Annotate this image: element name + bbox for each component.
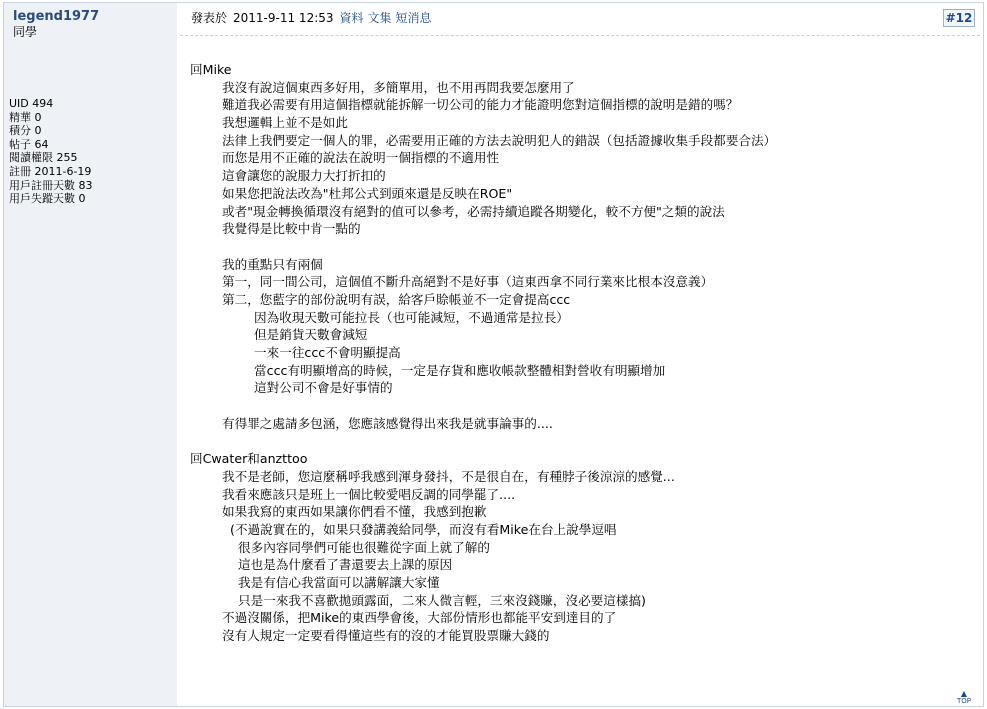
post-line: 我沒有說這個東西多好用，多簡單用，也不用再問我要怎麼用了 xyxy=(190,79,575,95)
post-line: 第一，同一間公司，這個值不斷升高絕對不是好事（這東西拿不同行業來比根本沒意義） xyxy=(190,274,714,290)
stat-register-days: 用戶註冊天數 83 xyxy=(9,178,93,192)
post-line: 有得罪之處請多包涵，您應該感覺得出來我是就事論事的.... xyxy=(190,415,553,431)
post-line: 回Mike xyxy=(190,62,232,77)
back-to-top-link[interactable] xyxy=(957,690,971,705)
post-line: 我的重點只有兩個 xyxy=(190,256,323,272)
post-line: 這也是為什麼看了書還要去上課的原因 xyxy=(190,557,453,573)
post-line: 我看來應該只是班上一個比較愛唱反調的同學罷了.... xyxy=(190,486,516,502)
stat-posts: 帖子 64 xyxy=(9,137,49,151)
stat-points: 積分 0 xyxy=(9,124,42,138)
post-line: 這對公司不會是好事情的 xyxy=(190,380,393,396)
stat-read-permission: 閱讀權限 255 xyxy=(9,151,78,165)
post-line: 如果您把說法改為"杜邦公式到頭來還是反映在ROE" xyxy=(190,185,513,201)
post-line: 第二，您藍字的部份說明有誤，給客戶賒帳並不一定會提高ccc xyxy=(190,291,571,307)
post-line: 我不是老師，您這麼稱呼我感到渾身發抖，不是很自在，有種脖子後涼涼的感覺... xyxy=(190,468,675,484)
post-line: 回Cwater和anzttoo xyxy=(190,451,308,467)
author-group: 同學 xyxy=(13,25,38,39)
post-line: 因為收現天數可能拉長（也可能減短，不過通常是拉長） xyxy=(190,309,569,325)
post-line xyxy=(190,397,960,415)
author-name-link[interactable]: legend1977 xyxy=(13,9,100,24)
stat-register-date: 註冊 2011-6-19 xyxy=(9,164,92,178)
post-line: 我是有信心我當面可以講解讓大家懂 xyxy=(190,574,440,590)
post-line: 當ccc有明顯增高的時候，一定是存貨和應收帳款整體相對營收有明顯增加 xyxy=(190,362,666,378)
post-line: 法律上我們要定一個人的罪，必需要用正確的方法去說明犯人的錯誤（包括證據收集手段都要合法） xyxy=(190,132,777,148)
post-meta xyxy=(191,9,432,26)
post-line: 這會讓您的說服力大打折扣的 xyxy=(190,168,386,184)
post-line: 我想邏輯上並不是如此 xyxy=(190,115,348,131)
message-link[interactable]: 短消息 xyxy=(395,11,432,25)
profile-link[interactable]: 資料 xyxy=(339,11,364,25)
post-line: 不過沒關係，把Mike的東西學會後，大部份情形也都能平安到達目的了 xyxy=(190,610,617,626)
post-line xyxy=(190,432,960,450)
post-line: 或者"現金轉換循環沒有絕對的值可以參考，必需持續追蹤各期變化，較不方便"之類的說法 xyxy=(190,203,725,219)
post-line: 但是銷貨天數會減短 xyxy=(190,327,368,343)
post-content xyxy=(190,61,960,645)
top-label: TOP xyxy=(957,697,972,705)
post-line: 如果我寫的東西如果讓你們看不懂，我感到抱歉 xyxy=(190,504,487,520)
post-line: 我覺得是比較中肯一點的 xyxy=(190,221,361,237)
stat-uid: UID 494 xyxy=(9,97,54,110)
up-arrow-icon: ▲ xyxy=(960,689,968,698)
post-divider xyxy=(180,35,980,36)
post-line: 只是一來我不喜歡拋頭露面，二來人微言輕，三來沒錢賺，沒必要這樣搞) xyxy=(190,592,646,608)
post-line: 很多內容同學們可能也很難從字面上就了解的 xyxy=(190,539,490,555)
post-line: 一來一往ccc不會明顯提高 xyxy=(190,345,401,360)
posted-label: 發表於 xyxy=(191,11,228,25)
post-line: 難道我必需要有用這個指標就能拆解一切公司的能力才能證明您對這個指標的說明是錯的嗎？ xyxy=(190,97,739,113)
posted-time: 2011-9-11 12:53 xyxy=(233,10,334,25)
post-line: (不過說實在的，如果只發講義給同學，而沒有看Mike在台上說學逗唱 xyxy=(190,521,617,537)
floor-number-link[interactable]: #12 xyxy=(943,9,975,27)
post-line: 沒有人規定一定要看得懂這些有的沒的才能買股票賺大錢的 xyxy=(190,628,550,643)
blog-link[interactable]: 文集 xyxy=(367,11,392,25)
author-stats xyxy=(9,97,93,206)
stat-digest: 精華 0 xyxy=(9,110,42,124)
post-line xyxy=(190,238,960,256)
stat-absent-days: 用戶失蹤天數 0 xyxy=(9,192,86,206)
post-line: 而您是用不正確的說法在說明一個指標的不適用性 xyxy=(190,150,500,166)
